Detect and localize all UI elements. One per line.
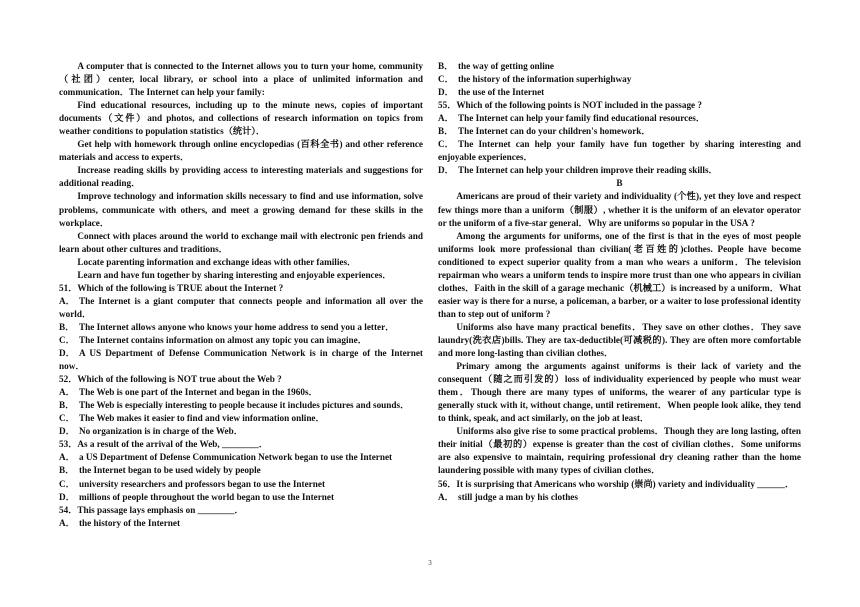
passage-b-paragraph: Uniforms also have many practical benefits．They save on other clothes．They save laundry(洗衣店)bills. They are tax-deductible(可减税的). They are often more comfortable and more long-lasting than civilian clothes． (438, 321, 801, 359)
question-52-stem: 52．Which of the following is NOT true about the Web ? (59, 374, 282, 385)
left-column (59, 60, 423, 530)
question-53-option-c: C． university researchers and professors began to use the Internet (59, 478, 326, 489)
question-53-option-a: A． a US Department of Defense Communication Network began to use the Internet (59, 452, 393, 463)
question-56-option-a: A． still judge a man by his clothes (438, 491, 578, 502)
passage-paragraph: Get help with homework through online encyclopedias (百科全书) and other reference materials and access to experts． (59, 139, 423, 163)
question-53-stem: 53．As a result of the arrival of the Web, ________． (59, 439, 268, 450)
question-54-option-b: B． the way of getting online (438, 61, 554, 71)
question-51-option-c: C． The Internet contains information on almost any topic you can imagine． (59, 334, 367, 345)
question-52-option-d: D． No organization is in charge of the Web． (59, 426, 243, 437)
question-54-option-d: D． the use of the Internet (438, 87, 545, 98)
passage-paragraph: Learn and have fun together by sharing interesting and enjoyable experiences． (77, 269, 392, 280)
passage-b-paragraph: Americans are proud of their variety and individuality (个性), yet they love and respect few things more than a uniform（制服）, whether it is the uniform of an elevator operator or the uniform of a five-star general．Why are uniforms so popular in the USA ? (438, 191, 801, 228)
question-52-option-c: C． The Web makes it easier to find and view information online． (59, 413, 325, 424)
question-55-stem: 55．Which of the following points is NOT included in the passage ? (438, 100, 703, 111)
right-column (438, 60, 801, 504)
question-55-option-c: C． The Internet can help your family have fun together by sharing interesting and enjoyable experiences． (438, 139, 801, 163)
passage-paragraph: Connect with places around the world to exchange mail with electronic pen friends and learn about other cultures and traditions． (59, 230, 423, 254)
passage-paragraph: Increase reading skills by providing access to interesting materials and suggestions for additional reading． (59, 165, 423, 189)
question-51-stem: 51．Which of the following is TRUE about the Internet ? (59, 282, 284, 293)
passage-paragraph: Locate parenting information and exchange ideas with other families． (77, 256, 357, 267)
question-51-option-d: D． A US Department of Defense Communication Network is in charge of the Internet now． (59, 348, 423, 372)
passage-b-paragraph: Uniforms also give rise to some practical problems．Though they are long lasting, often their initial（最初的）expense is greater than the cost of civilian clothes．Some uniforms are also expensive to maintain, requiring professional dry cleaning rather than the home laundering possible with many types of civilian clothes． (438, 426, 801, 476)
passage-paragraph: Find educational resources, including up to the minute news, copies of important documents（文件）and photos, and collections of research information on topics from weather conditions to population statistics（统计）． (59, 100, 423, 137)
passage-b-paragraph: Among the arguments for uniforms, one of the first is that in the eyes of most people uniforms look more professional than civilian(老百姓的)clothes. People have become conditioned to expect superior quality from a man who wears a uniform．The television repairman who wears a uniform tends to inspire more trust than one who appears in civilian clothes．Faith in the skill of a garage mechanic（机械工）is increased by a uniform．What easier way is there for a nurse, a policeman, a barber, or a waiter to lose professional identity than to step out of uniform ? (438, 230, 801, 319)
section-heading-b: B (616, 178, 623, 189)
question-54-stem: 54．This passage lays emphasis on ________． (59, 504, 244, 515)
question-55-option-b: B． The Internet can do your children's homework． (438, 126, 651, 137)
page-number: 3 (428, 559, 432, 567)
question-52-option-a: A． The Web is one part of the Internet and began in the 1960s． (59, 387, 318, 398)
question-56-stem: 56．It is surprising that Americans who worship (崇尚) variety and individuality ______． (438, 478, 795, 489)
question-55-option-d: D． The Internet can help your children improve their reading skills． (438, 165, 718, 176)
question-51-option-a: A． The Internet is a giant computer that connects people and information all over the world． (59, 295, 423, 319)
question-55-option-a: A． The Internet can help your family find educational resources． (438, 113, 706, 124)
passage-paragraph: A computer that is connected to the Internet allows you to turn your home, community（社团）center, local library, or school into a place of unlimited information and communication．The Internet can help your family: (59, 61, 423, 98)
passage-paragraph: Improve technology and information skills necessary to find and use information, solve problems, communicate with others, and meet a growing demand for these skills in the workplace． (59, 191, 423, 228)
passage-b-paragraph: Primary among the arguments against uniforms is their lack of variety and the consequent（随之而引发的）loss of individuality experienced by people who must wear them．Though there are many types of uniforms, the wearer of any particular type is generally stuck with it, without change, until retirement．When people look alike, they tend to think, speak, and act similarly, on the job at least． (438, 361, 801, 424)
question-54-option-c: C． the history of the information superhighway (438, 74, 632, 85)
question-54-option-a: A． the history of the Internet (59, 517, 181, 528)
question-52-option-b: B． The Web is especially interesting to people because it includes pictures and sounds． (59, 400, 410, 411)
question-53-option-b: B． the Internet began to be used widely by people (59, 465, 261, 476)
question-51-option-b: B． The Internet allows anyone who knows your home address to send you a letter． (59, 321, 395, 332)
question-53-option-d: D． millions of people throughout the world began to use the Internet (59, 491, 335, 502)
